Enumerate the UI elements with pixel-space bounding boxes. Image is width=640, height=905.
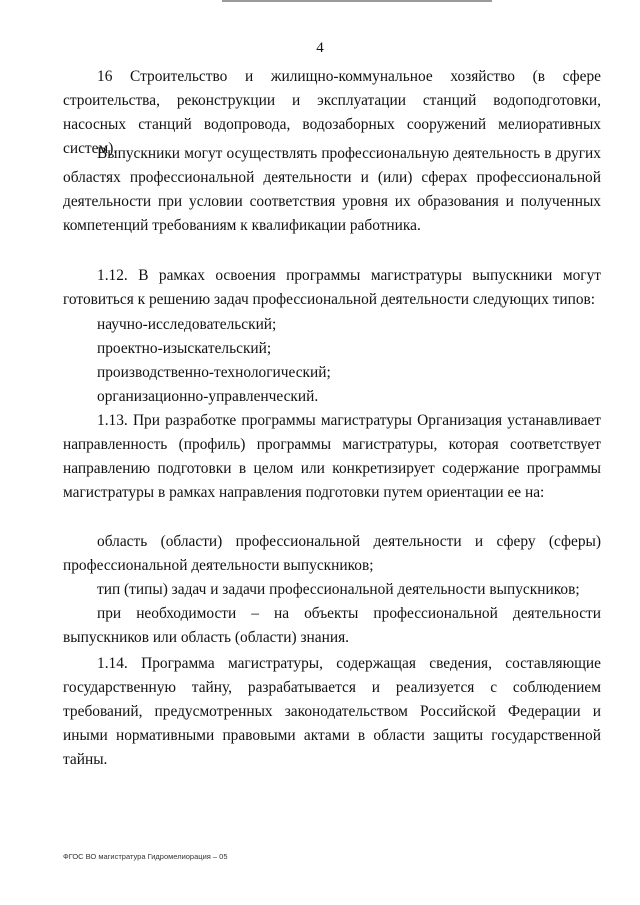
document-footer: ФГОС ВО магистратура Гидромелиорация – 05 bbox=[63, 852, 228, 861]
task-types-list bbox=[63, 313, 601, 409]
list-item: проектно-изыскательский; bbox=[97, 340, 272, 357]
scan-top-rule bbox=[222, 0, 492, 2]
list-item: тип (типы) задач и задачи профессиональной деятельности выпускников; bbox=[97, 581, 580, 598]
paragraph-text: 1.13. При разработке программы магистратуры Организация устанавливает направленность (профиль) программы магистратуры, которая соответствует направлению подготовки в целом или конкретизирует содержание программы магистратуры в рамках направления подготовки путем ориентации ее на: bbox=[63, 412, 601, 501]
paragraph-1-14 bbox=[63, 652, 601, 772]
list-item: организационно-управленческий. bbox=[97, 388, 319, 405]
list-item: область (области) профессиональной деятельности и сферу (сферы) профессиональной деятельности выпускников; bbox=[63, 533, 601, 574]
paragraph-text: 1.12. В рамках освоения программы магистратуры выпускники могут готовиться к решению задач профессиональной деятельности следующих типов: bbox=[63, 267, 601, 308]
paragraph-text: 1.14. Программа магистратуры, содержащая сведения, составляющие государственную тайну, разрабатывается и реализуется с соблюдением требований, предусмотренных законодательством Российской Федерации и иными нормативными правовыми актами в области защиты государственной тайны. bbox=[63, 655, 601, 768]
paragraph-text: 16 Строительство и жилищно-коммунальное хозяйство (в сфере строительства, реконструкции и эксплуатации станций водоподготовки, насосных станций водопровода, водозаборных сооружений мелиоративных систем). bbox=[63, 68, 601, 157]
paragraph-1-12 bbox=[63, 264, 601, 312]
paragraph-text: Выпускники могут осуществлять профессиональную деятельность в других областях профессиональной деятельности и (или) сферах профессиональной деятельности при условии соответствия уровня их образования и полученных компетенций требованиям к квалификации работника. bbox=[63, 145, 601, 234]
page-number: 4 bbox=[316, 40, 324, 56]
list-item: при необходимости – на объекты профессиональной деятельности выпускников или область (области) знания. bbox=[63, 605, 601, 646]
list-item: научно-исследовательский; bbox=[97, 316, 277, 333]
paragraph-1-13 bbox=[63, 409, 601, 505]
paragraph-other-areas bbox=[63, 142, 601, 238]
list-item: производственно-технологический; bbox=[97, 364, 331, 381]
orientation-list bbox=[63, 530, 601, 650]
